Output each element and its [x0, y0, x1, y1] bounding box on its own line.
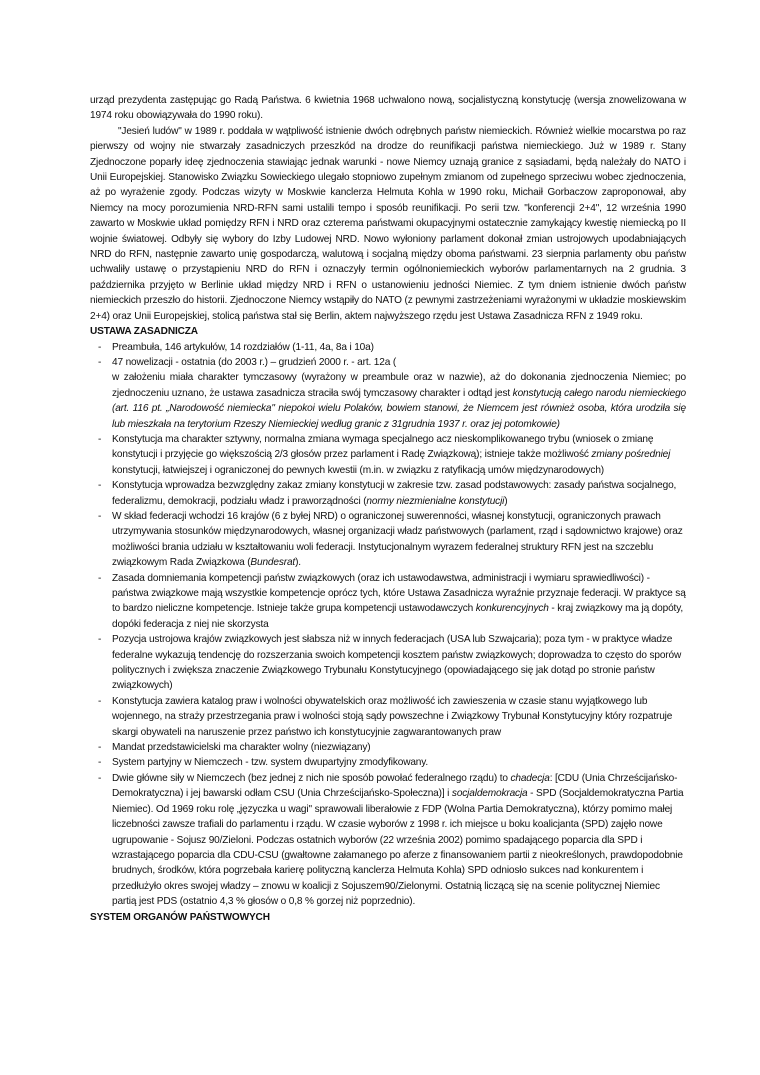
heading-ustawa-zasadnicza: USTAWA ZASADNICZA: [90, 326, 198, 338]
item-text: Pozycja ustrojowa krajów związkowych jest słabsza niż w innych federacjach (USA lub Szwajcaria); poza tym - w praktyce władze federalne wykazują tendencję do rozszerzania swoich kompetencji kosztem państw związkowych; doprowadza to często do sporów politycznych i zwiększa znaczenie Związkowego Trybunału Konstytucyjnego (opowiadającego się jak dotąd po stronie państw związkowych): [112, 634, 682, 692]
item-text: - kraj związkowy ma ją dopóty, dopóki federacja z niej nie skorzysta: [112, 603, 683, 630]
constitution-list: [90, 340, 686, 371]
item-italic: konkurencyjnych: [475, 603, 549, 615]
list-item: [90, 632, 686, 694]
list-item: [90, 478, 686, 509]
item-text: Preambuła, 146 artykułów, 14 rozdziałów (1-11, 4a, 8a i 10a): [112, 341, 374, 353]
note-text: w założeniu miała charakter tymczasowy (wyrażony w preambule oraz w nazwie), aż do dokonania zjednoczenia Niemiec; po zjednoczeniu uznano, że ustawa zasadnicza straciła swój tymczasowy charakter i odtąd jest: [112, 372, 686, 399]
item-text: konstytucji, łatwiejszej i ograniczonej do pewnych kwestii (m.in. w związku z ratyfikacją umów międzynarodowych): [112, 464, 605, 476]
item-text: ).: [295, 557, 301, 569]
item-text: Mandat przedstawicielski ma charakter wolny (niezwiązany): [112, 742, 371, 754]
item-text: Konstytucja wprowadza bezwzględny zakaz zmiany konstytucji w zakresie tzw. zasad podstawowych: zasady państwa socjalnego, federalizmu, demokracji, podziału władz i praworządności (: [112, 480, 677, 507]
item-text: Konstytucja zawiera katalog praw i wolności obywatelskich oraz możliwość ich zawieszenia w czasie stanu wyjątkowego lub wojennego, na straży przestrzegania praw i wolności stoją sądy powszechne i Związkowy Trybunał Konstytucyjny który rozpatruje skargi obywateli na naruszenie przez państwo ich konstytucyjnie zagwarantowanych praw: [112, 695, 673, 738]
item-text: System partyjny w Niemczech - tzw. system dwupartyjny zmodyfikowany.: [112, 757, 429, 769]
item-text: Konstytucja ma charakter sztywny, normalna zmiana wymaga specjalnego acz nieskomplikowanego trybu (wniosek o zmianę konstytucji i przyjęcie go większością 2/3 głosów przez parlament i Radę Związkową); istnieje także możliwość: [112, 433, 654, 461]
list-item: [90, 355, 686, 370]
item-italic: zmiany pośredniej: [591, 449, 671, 461]
item-text: - SPD (Socjaldemokratyczna Partia Niemiec). Od 1969 roku rolę „języczka u wagi" sprawowali liberałowie z FDP (Wolna Partia Demokratyczna), którzy pomimo małej liczebności zawsze trafiali do parlamentu i rządu. W czasie wyborów z 1998 r. ich miejsce u boku koalicjanta (SPD) zajęło nowe ugrupowanie - Sojusz 90/Zieloni. Podczas ostatnich wyborów (22 września 2002) pomimo spadającego poparcia dla SPD i wzrastającego poparcia dla CDU-CSU (gwałtowne załamanego po aferze z finansowaniem partii z nieokreślonych, prawdopodobnie brudnych, środków, która pogrzebała karierę polityczną kanclerza Helmuta Kohla) SPD odniosło sukces nad konkurentem i przedłużyło okres swojej władzy – znowu w koalicji z Sojuszem90/Zielonymi. Ostatnią liczącą się na scenie politycznej Niemiec partią jest PDS (ostatnio 4,3 % głosów o 0,8 % gorzej niż poprzednio).: [112, 788, 684, 908]
item-text: Zasada domniemania kompetencji państw związkowych (oraz ich ustawodawstwa, administracji i wymiaru sprawiedliwości) - państwa związkowe mają wszystkie kompetencje oprócz tych, które Ustawa Zasadnicza wyraźnie przyznaje federacji. W praktyce są to bardzo nieliczne kompetencje. Istnieje także grupa kompetencji ustawodawczych: [112, 572, 686, 615]
list-item: [90, 755, 686, 770]
item-italic: Bundesrat: [250, 557, 296, 569]
item-text: : [CDU (Unia Chrześcijańsko-Demokratyczna) i jej bawarski odłam CSU (Unia Chrześcijańsko-Społeczna)] i: [112, 772, 678, 800]
list-item: [90, 694, 686, 740]
heading-system-organow: SYSTEM ORGANÓW PAŃSTWOWYCH: [90, 911, 270, 923]
intro-paragraph-2: "Jesień ludów" w 1989 r. poddała w wątpliwość istnienie dwóch odrębnych państw niemieckich. Również wielkie mocarstwa po raz pierwszy od wojny nie stwarzały zasadniczych przeszkód na drodze do reunifikacji państwa niemieckiego. Już w 1989 r. Stany Zjednoczone poparły ideę zjednoczenia stawiając jednak warunki - nowe Niemcy uznają granice z sąsiadami, będą należały do NATO i Unii Europejskiej. Stanowisko Związku Sowieckiego ulegało stopniowo zupełnym zmianom od zupełnego sprzeciwu wobec zjednoczenia, aż po wyrażenie zgody. Podczas wizyty w Moskwie kanclerza Helmuta Kohla w 1990 roku, Michaił Gorbaczow zaproponował, aby Niemcy na mocy porozumienia NRD-RFN sami ustalili tempo i sposób reunifikacji. Po serii tzw. "konferencji 2+4", 12 września 1990 zawarto w Moskwie układ pomiędzy RFN i NRD oraz czterema państwami okupacyjnymi ostatecznie zamykający kwestię niemiecką po II wojnie światowej. Odbyły się wybory do Izby Ludowej NRD. Nowo wyłoniony parlament dokonał zmian ustrojowych upodabniających NRD do RFN, następnie zawarto unię gospodarczą, walutową i socjalną między oboma państwami. 23 sierpnia parlamenty obu państw uchwaliły ustawę o przystąpieniu NRD do RFN i oznaczyły termin ogólnoniemieckich wyborów parlamentarnych na 2 grudnia. 3 października przyjęto w Berlinie układ między NRD i RFN o ustanowieniu jedności Niemiec. Z tym dniem istnienie dwóch państw niemieckich przeszło do historii. Zjednoczone Niemcy wstąpiły do NATO (z pewnymi zastrzeżeniami wyrażonymi w układzie moskiewskim 2+4) oraz Unii Europejskiej, stolicą państwa stał się Berlin, aktem najwyższego rzędu jest Ustawa Zasadnicza RFN z 1949 roku.: [90, 125, 686, 322]
document-page: [90, 93, 686, 925]
amendment-note: [90, 370, 686, 432]
note-italic-text: konstytucją całego narodu niemieckiego (art. 116 pt. „Narodowość niemiecka" niepokoi wielu Polaków, bowiem stanowi, że Niemcem jest również osoba, która urodziła się lub mieszkała na terytorium Rzeszy Niemieckiej według granic z 31grudnia 1937 r. oraz jej potomkowie): [112, 387, 686, 430]
item-text: 47 nowelizacji - ostatnia (do 2003 r.) – grudzień 2000 r. - art. 12a (: [112, 356, 397, 368]
list-item: [90, 340, 686, 355]
item-text: W skład federacji wchodzi 16 krajów (6 z byłej NRD) o ograniczonej suwerenności, własnej konstytucji, ograniczonych prawach utrzymywania stosunków międzynarodowych, własnej organizacji władz państwowych (parlament, rząd i sądownictwo krajowe) oraz możliwości brania udziału w kształtowaniu woli federacji. Instytucjonalnym wyrazem federalnej struktury RFN jest na szczeblu związkowym Rada Związkowa (: [112, 510, 683, 569]
list-item: [90, 571, 686, 633]
list-item: [90, 771, 686, 910]
item-italic: chadecja: [510, 772, 550, 784]
list-item: [90, 740, 686, 755]
item-italic: normy niezmienialne konstytucji: [366, 495, 505, 507]
item-text: ): [504, 495, 508, 507]
intro-paragraph-1: urząd prezydenta zastępując go Radą Państwa. 6 kwietnia 1968 uchwalono nową, socjalistyczną konstytucję (wersja znowelizowana w 1974 roku obowiązywała do 1990 roku).: [90, 95, 686, 122]
item-italic: socjaldemokracja: [451, 788, 528, 800]
list-item: [90, 432, 686, 478]
list-item: [90, 509, 686, 571]
item-text: Dwie główne siły w Niemczech (bez jednej z nich nie sposób powołać federalnego rządu) to: [112, 772, 508, 784]
constitution-list-continued: [90, 432, 686, 910]
